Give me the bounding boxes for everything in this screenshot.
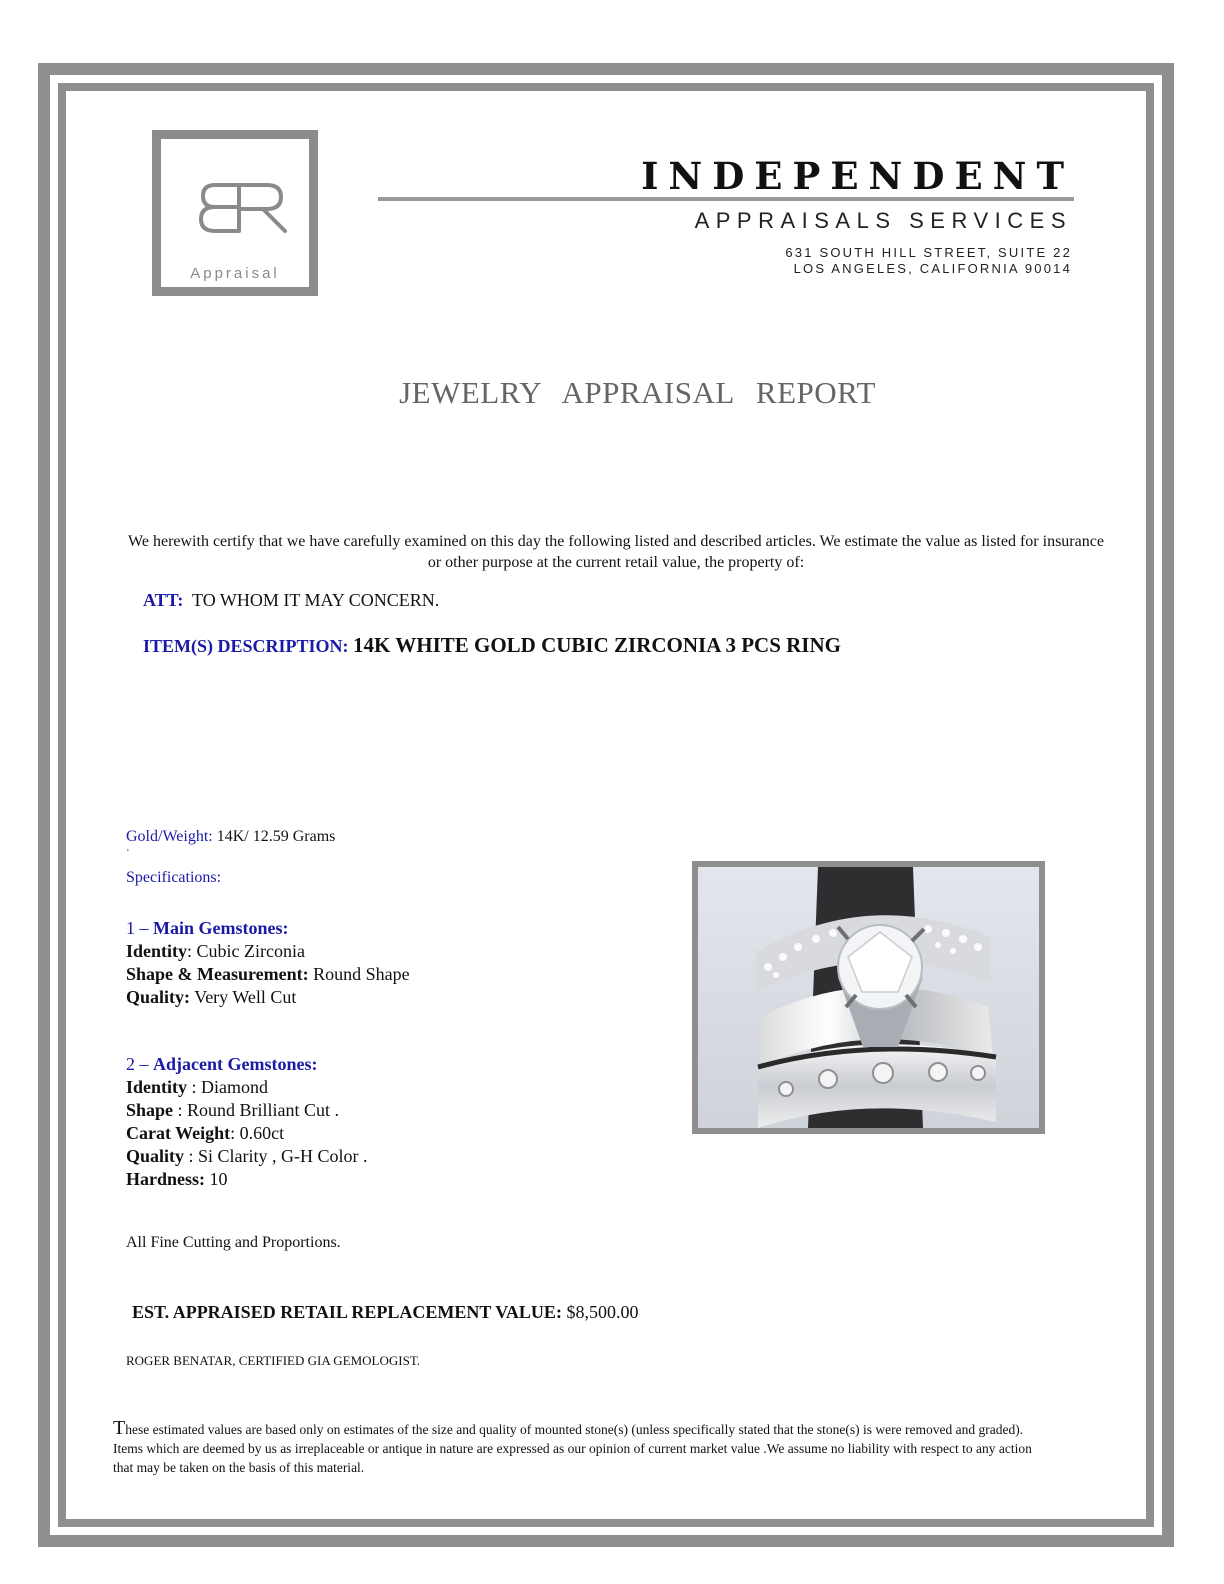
estimated-value-amount: $8,500.00 — [566, 1302, 639, 1322]
main-gemstones-block — [126, 917, 410, 1009]
gold-weight — [126, 828, 335, 846]
main-quality: Quality: Very Well Cut — [126, 987, 297, 1007]
gold-weight-value: 14K/ 12.59 Grams — [216, 828, 336, 845]
certification-statement: We herewith certify that we have carefully examined on this day the following listed and described articles. We estimate the value as listed for insurance or other purpose at the current retail value, the property of: — [128, 533, 1104, 571]
adjacent-identity: Identity : Diamond — [126, 1077, 269, 1097]
main-gemstones-heading: 1 – Main Gemstones: — [126, 918, 289, 938]
disclaimer-text: hese estimated values are based only on estimates of the size and quality of mounted stone(s) (unless specifically stated that the stone(s) is were removed and graded). Items which are deemed by us as irreplaceable or antique in nature are expressed as our opinion of current market value .We assume no liability with respect to any action that may be taken on the basis of this material. — [113, 1422, 1032, 1475]
ring-photo — [692, 861, 1045, 1134]
adjacent-carat-weight: Carat Weight: 0.60ct — [126, 1123, 285, 1143]
br-monogram-icon — [189, 173, 299, 253]
estimated-value-label: EST. APPRAISED RETAIL REPLACEMENT VALUE: — [132, 1302, 562, 1322]
company-subtitle: APPRAISALS SERVICES — [694, 208, 1072, 233]
main-identity: Identity: Cubic Zirconia — [126, 941, 305, 961]
gold-weight-label: Gold/Weight: — [126, 828, 213, 845]
appraiser-signature-line: ROGER BENATAR, CERTIFIED GIA GEMOLOGIST. — [126, 1353, 421, 1368]
fine-cutting-note: All Fine Cutting and Proportions. — [126, 1234, 341, 1251]
estimated-value — [132, 1302, 638, 1323]
company-address-line2: LOS ANGELES, CALIFORNIA 90014 — [793, 261, 1072, 276]
main-shape: Shape & Measurement: Round Shape — [126, 964, 410, 984]
att-label: ATT: — [143, 590, 184, 610]
company-name: INDEPENDENT — [641, 154, 1074, 198]
att-line — [143, 590, 439, 611]
company-address-line1: 631 SOUTH HILL STREET, SUITE 22 — [785, 245, 1072, 260]
item-description-label: ITEM(S) DESCRIPTION: — [143, 636, 349, 656]
adjacent-shape: Shape : Round Brilliant Cut . — [126, 1100, 340, 1120]
adjacent-gemstones-block — [126, 1053, 368, 1191]
disclaimer — [113, 1419, 1043, 1477]
br-appraisal-logo — [152, 130, 318, 296]
report-title: JEWELRY APPRAISAL REPORT — [399, 375, 876, 410]
adjacent-quality: Quality : Si Clarity , G-H Color . — [126, 1146, 368, 1166]
adjacent-hardness: Hardness: 10 — [126, 1169, 228, 1189]
ring-image-icon — [698, 867, 1039, 1128]
item-description — [143, 633, 841, 658]
disclaimer-initial: T — [113, 1417, 126, 1439]
logo-label: Appraisal — [190, 265, 280, 282]
specifications-label: Specifications: — [126, 869, 222, 886]
item-description-value: 14K WHITE GOLD CUBIC ZIRCONIA 3 PCS RING — [353, 633, 841, 657]
stray-mark: ' — [127, 848, 129, 859]
adjacent-gemstones-heading: 2 – Adjacent Gemstones: — [126, 1054, 318, 1074]
att-value: TO WHOM IT MAY CONCERN. — [192, 590, 440, 610]
